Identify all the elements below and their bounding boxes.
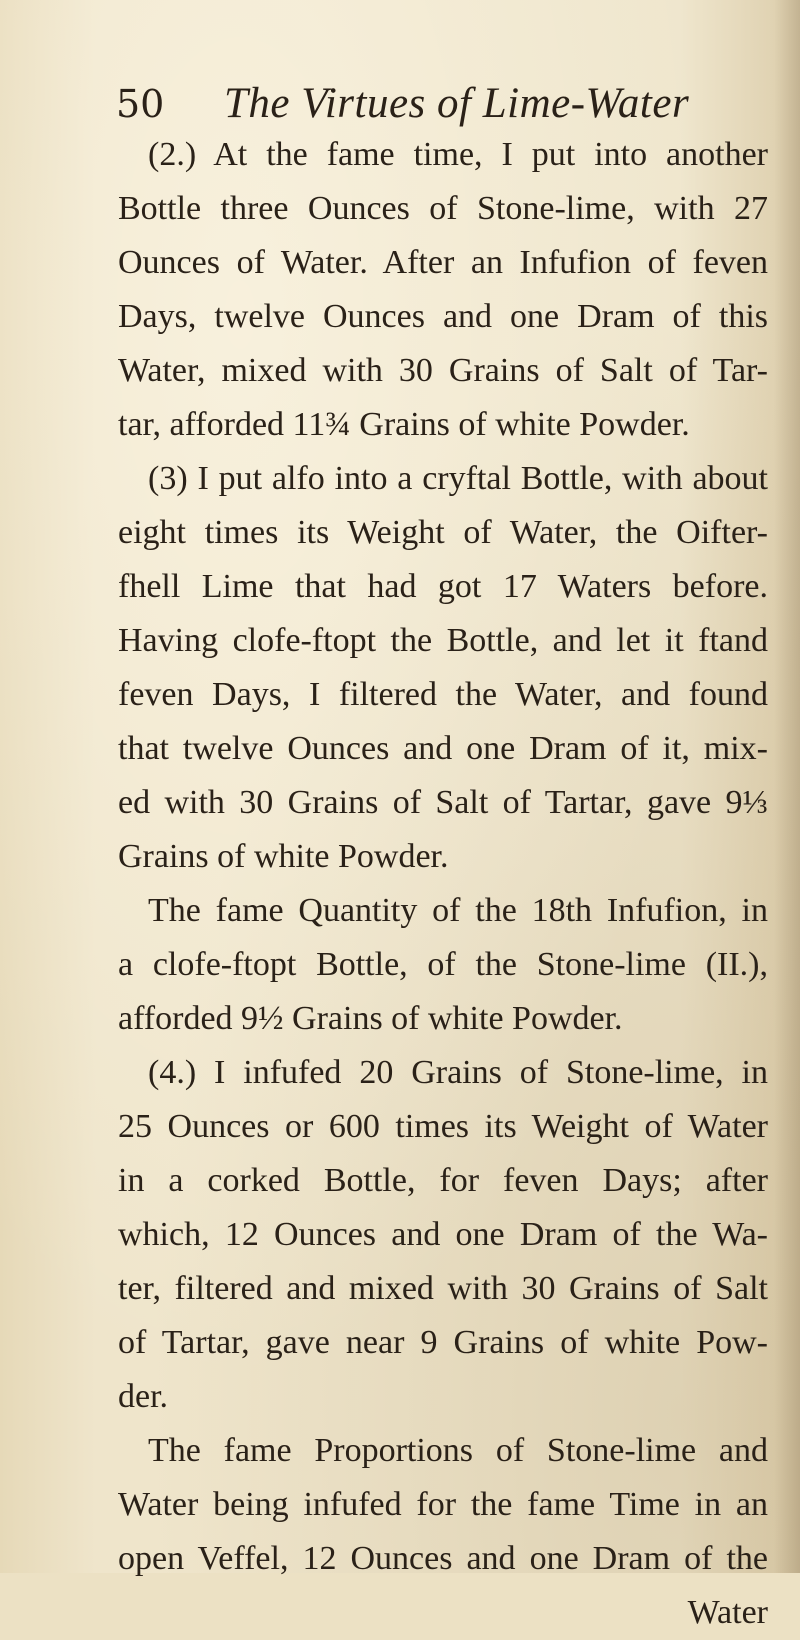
text-line: (4.) I infufed 20 Grains of Stone-lime, in [148, 1054, 768, 1091]
text-line: that twelve Ounces and one Dram of it, mix- [118, 730, 768, 767]
text-line: The fame Proportions of Stone-lime and [148, 1432, 768, 1469]
text-line: of Tartar, gave near 9 Grains of white Pow- [118, 1324, 768, 1361]
text-line: The fame Quantity of the 18th Infufion, in [148, 892, 768, 929]
text-line: a clofe-ftopt Bottle, of the Stone-lime (II.), [118, 946, 768, 983]
text-line: Grains of white Powder. [118, 838, 449, 875]
running-title: The Virtues of Lime-Water [224, 80, 690, 127]
text-line: fhell Lime that had got 17 Waters before. [118, 568, 768, 605]
text-line: feven Days, I filtered the Water, and found [118, 676, 768, 713]
text-line: Water being infufed for the fame Time in an [118, 1486, 768, 1523]
text-line: der. [118, 1378, 169, 1415]
text-line: Water, mixed with 30 Grains of Salt of Tar- [118, 352, 768, 389]
text-line: eight times its Weight of Water, the Oifter- [118, 514, 768, 551]
text-line: which, 12 Ounces and one Dram of the Wa- [118, 1216, 768, 1253]
text-line: open Veffel, 12 Ounces and one Dram of the [118, 1540, 768, 1577]
text-line: 25 Ounces or 600 times its Weight of Water [118, 1108, 768, 1145]
text-line: (2.) At the fame time, I put into another [148, 136, 768, 173]
text-line: tar, afforded 11¾ Grains of white Powder. [118, 406, 690, 443]
page-header [116, 74, 716, 134]
text-line: afforded 9½ Grains of white Powder. [118, 1000, 623, 1037]
catchword: Water [687, 1594, 768, 1631]
body-text [118, 128, 768, 1640]
text-line: in a corked Bottle, for feven Days; after [118, 1162, 768, 1199]
text-line: ed with 30 Grains of Salt of Tartar, gave 9⅓ [118, 784, 768, 821]
text-line: Bottle three Ounces of Stone-lime, with 27 [118, 190, 768, 227]
page-edge-shadow [774, 0, 800, 1573]
text-line: Days, twelve Ounces and one Dram of this [118, 298, 768, 335]
text-line: Ounces of Water. After an Infufion of feven [118, 244, 768, 281]
page-number: 50 [116, 82, 165, 126]
text-line: ter, filtered and mixed with 30 Grains of Salt [118, 1270, 768, 1307]
text-line: Having clofe-ftopt the Bottle, and let it ftand [118, 622, 768, 659]
text-line: (3) I put alfo into a cryftal Bottle, with about [148, 460, 768, 497]
